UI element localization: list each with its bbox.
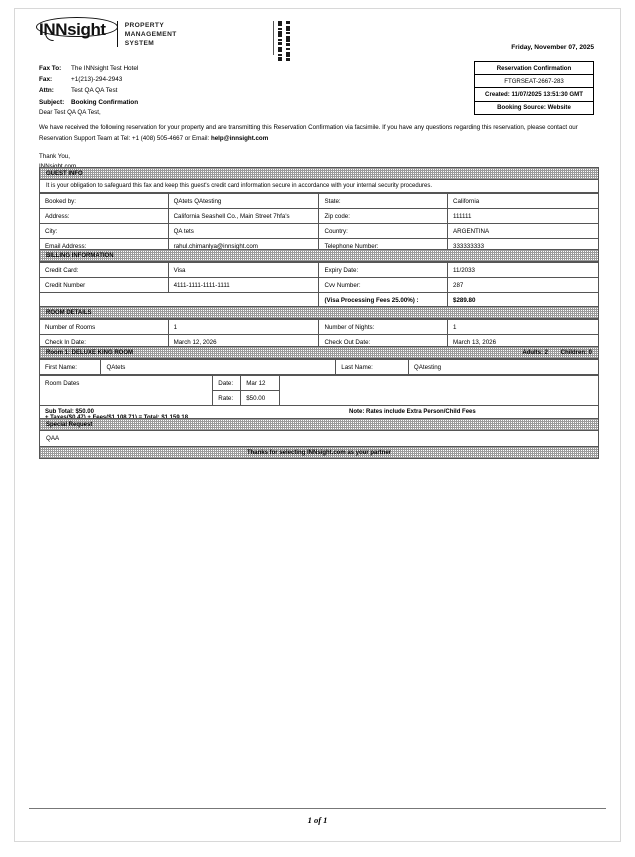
check-in-value: March 12, 2026: [168, 335, 319, 350]
cvv-value: 287: [448, 278, 599, 293]
room-block: [39, 346, 599, 425]
letter-paragraph: [39, 123, 599, 145]
fax-sheet: [14, 8, 621, 842]
table-row: [40, 194, 599, 209]
check-out-value: March 13, 2026: [448, 335, 599, 350]
credit-card-label: Credit Card:: [40, 263, 169, 278]
expiry-label: Expiry Date:: [319, 263, 448, 278]
room-details-header: ROOM DETAILS: [39, 306, 599, 319]
fax-field-row: [39, 74, 138, 85]
room-details-section: [39, 306, 599, 350]
zip-label: Zip code:: [319, 209, 448, 224]
number-of-rooms-label: Number of Rooms: [40, 320, 169, 335]
table-row: [40, 360, 599, 375]
first-name-label: First Name:: [40, 360, 101, 375]
room-guest-table: [39, 359, 599, 375]
processing-fee-value: $289.80: [448, 293, 599, 308]
special-request-section: [39, 418, 599, 447]
logo-sub-line-1: PROPERTY: [124, 22, 165, 29]
fax-field-row: [39, 63, 138, 74]
country-value: ARGENTINA: [448, 224, 599, 239]
rate-value: $50.00: [241, 391, 280, 406]
room-title: Room 1: DELUXE KING ROOM: [46, 349, 134, 356]
special-request-value: QAA: [39, 431, 599, 447]
attn-label: Attn:: [39, 87, 54, 95]
state-label: State:: [319, 194, 448, 209]
logo-tail-icon: [45, 32, 54, 41]
guest-info-table: [39, 193, 599, 254]
number-of-rooms-value: 1: [168, 320, 319, 335]
email-label: Email Address:: [40, 239, 169, 254]
date-label: Date:: [213, 376, 241, 391]
credit-card-value: Visa: [168, 263, 319, 278]
address-value: California Seashell Co., Main Street 7hfa's: [168, 209, 319, 224]
guest-info-header: GUEST INFO: [39, 167, 599, 180]
address-label: Address:: [40, 209, 169, 224]
reservation-created: Created: 11/07/2025 13:51:30 GMT: [475, 88, 593, 101]
logo-sub-line-3: SYSTEM: [124, 39, 155, 47]
support-email: help@innsight.com: [210, 134, 269, 142]
barcode-column: [286, 21, 290, 63]
room-dates-label: Room Dates: [40, 376, 213, 406]
subject-value: Booking Confirmation: [71, 98, 139, 106]
thanks-bar: Thanks for selecting INNsight.com as your partner: [39, 446, 599, 459]
room-rate-table: [39, 375, 599, 406]
check-out-label: Check Out Date:: [319, 335, 448, 350]
table-row: [40, 376, 599, 391]
table-row: [40, 209, 599, 224]
footer-divider: [29, 808, 606, 809]
number-of-nights-label: Number of Nights:: [319, 320, 448, 335]
logo-subtitle: [125, 21, 177, 49]
table-row: [40, 320, 599, 335]
booked-by-value: QAtets QAtesting: [168, 194, 319, 209]
cvv-label: Cvv Number:: [319, 278, 448, 293]
rate-note: Note: Rates include Extra Person/Child Fees: [349, 409, 476, 415]
table-row: [40, 278, 599, 293]
letter-paragraph-text: We have received the following reservation for your property and are transmitting this Reservation Confirmation via facsimile. If you have any questions regarding this reservation, please contact our Reservation Support Team at Tel: +1 (408) 505-4667 or Email:: [39, 124, 578, 142]
logo-text: INNsight: [39, 20, 106, 39]
salutation: Dear Test QA QA Test,: [39, 109, 101, 116]
table-row: [40, 224, 599, 239]
sub-total: Sub Total: $50.00: [45, 409, 94, 415]
first-name-value: QAtets: [101, 360, 336, 375]
logo-sub-line-2: MANAGEMENT: [124, 30, 177, 38]
table-row: [40, 263, 599, 278]
subject-label: Subject:: [39, 98, 65, 106]
zip-value: 111111: [448, 209, 599, 224]
page-number: 1 of 1: [307, 815, 328, 825]
barcode-rule: [273, 21, 274, 55]
processing-fee-label: (Visa Processing Fees 25.00%) :: [319, 293, 448, 308]
special-request-header: Special Request: [39, 418, 599, 431]
credit-number-value: 4111-1111-1111-1111: [168, 278, 319, 293]
room-adults: Adults: 2: [522, 350, 548, 356]
last-name-value: QAtesting: [408, 360, 598, 375]
reservation-confirmation-box: [474, 61, 594, 115]
guest-info-notice: It is your obligation to safeguard this fax and keep this guest's credit card information secure in accordance with your internal security procedures.: [39, 180, 599, 193]
check-in-label: Check In Date:: [40, 335, 169, 350]
credit-number-label: Credit Number: [40, 278, 169, 293]
letter-body: [39, 109, 599, 173]
rate-label: Rate:: [213, 391, 241, 406]
logo-wordmark: [39, 21, 110, 38]
city-label: City:: [40, 224, 169, 239]
rate-spacer: [280, 376, 599, 406]
expiry-value: 11/2033: [448, 263, 599, 278]
telephone-value: 333333333: [448, 239, 599, 254]
room-children: Children: 0: [560, 350, 592, 356]
date-value: Mar 12: [241, 376, 280, 391]
email-value: rahul.chimanlya@innsight.com: [168, 239, 319, 254]
reservation-box-title: Reservation Confirmation: [475, 62, 593, 75]
booked-by-label: Booked by:: [40, 194, 169, 209]
fax-field-row: [39, 97, 138, 108]
guest-info-section: [39, 167, 599, 254]
barcode-icon: [258, 21, 304, 69]
fax-number-value: +1(213)-294-2943: [71, 76, 123, 84]
telephone-label: Telephone Number:: [319, 239, 448, 254]
country-label: Country:: [319, 224, 448, 239]
last-name-label: Last Name:: [336, 360, 409, 375]
document-date: Friday, November 07, 2025: [511, 44, 594, 51]
booking-source: Booking Source: Website: [497, 104, 571, 112]
city-value: QA tets: [168, 224, 319, 239]
fax-to-label: Fax To:: [39, 65, 62, 72]
number-of-nights-value: 1: [448, 320, 599, 335]
fax-number-label: Fax:: [39, 76, 53, 84]
fax-field-row: [39, 85, 138, 96]
billing-header: BILLING INFORMATION: [39, 249, 599, 262]
fax-to-value: The INNsight Test Hotel: [71, 65, 139, 72]
thanks-bar-wrap: [39, 446, 599, 459]
barcode-column: [278, 21, 282, 63]
state-value: California: [448, 194, 599, 209]
sign-off: Thank You,: [39, 152, 70, 160]
reservation-number: FTGRSEAT-2667-283: [475, 75, 593, 88]
room-title-bar: [39, 346, 599, 359]
fax-info-block: [39, 63, 138, 108]
attn-value: Test QA QA Test: [71, 87, 118, 95]
